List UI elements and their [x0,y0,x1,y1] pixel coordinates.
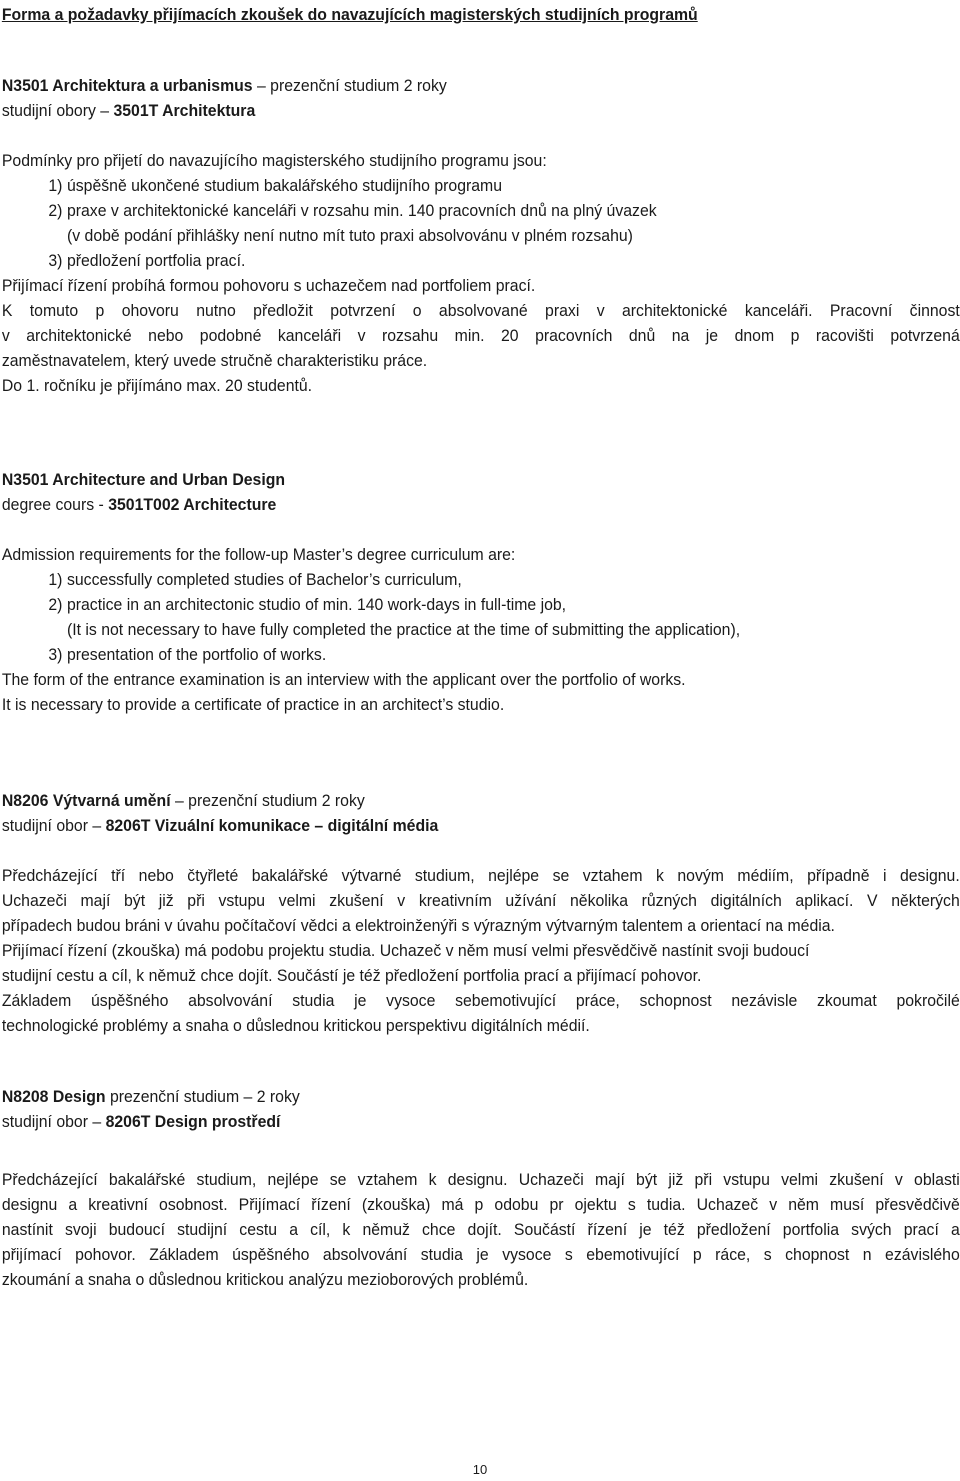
field-prefix: studijní obory – [1,101,114,120]
list-item [2,617,960,642]
list-number: 1) [48,570,63,589]
list-number: 3) [48,645,63,664]
program-heading [2,73,960,98]
page-number: 10 [472,1462,488,1477]
program-mode: prezenční studium – 2 roky [105,1087,300,1106]
field-name: 8206T Design prostředí [105,1112,281,1131]
list-number [2,617,67,642]
paragraph-line: Základem úspěšného absolvování studia je vysoce sebemotivující práce, schopnost nezávisle zkoumat pokročilé [1,991,960,1010]
paragraph: It is necessary to provide a certificate of practice in an architect’s studio. [1,695,505,714]
paragraph-line: přijímací pohovor. Základem úspěšného absolvování studia je vysoce s ebemotivující p ráce, s chopnost n ezávislého [1,1245,960,1264]
list-text: presentation of the portfolio of works. [66,645,327,664]
field-heading [2,98,960,123]
list-item [2,592,960,617]
list-number [2,223,67,248]
program-name: N8208 Design [1,1087,106,1106]
paragraph-line: zaměstnavatelem, který uvede stručně charakteristiku práce. [1,351,428,370]
list-item [2,173,960,198]
list-text: (It is not necessary to have fully completed the practice at the time of submitting the application), [66,620,741,639]
list-item [2,223,960,248]
program-heading: N3501 Architecture and Urban Design [1,470,286,489]
list-number: 2) [48,201,63,220]
field-name: 8206T Vizuální komunikace – digitální média [105,816,439,835]
section-architecture-cz [2,73,960,398]
list-text: úspěšně ukončené studium bakalářského studijního programu [66,176,503,195]
field-heading [2,492,960,517]
paragraph-line: studijní cestu a cíl, k němuž chce dojít. Součástí je též předložení portfolia prací a přijímací pohovor. [1,966,702,985]
list-number: 2) [48,595,63,614]
field-heading [2,813,960,838]
paragraph-line: Uchazeči mají být již při vstupu velmi zkušení v kreativním užívání několika různých digitálních aplikací. V některých [1,891,960,910]
paragraph-line: technologické problémy a snaha o důslednou kritickou perspektivu digitálních médií. [1,1016,590,1035]
paragraph-line: Přijímací řízení (zkouška) má podobu projektu studia. Uchazeč v něm musí velmi přesvědčivě nastínit svoji budoucí [1,941,810,960]
section-architecture-en [2,467,960,717]
program-name: N8206 Výtvarná umění [1,791,171,810]
program-name: N3501 Architektura a urbanismus [1,76,253,95]
list-item [2,248,960,273]
list-item [2,567,960,592]
requirements-intro: Podmínky pro přijetí do navazujícího magisterského studijního programu jsou: [1,151,547,170]
program-heading [2,788,960,813]
field-name: 3501T002 Architecture [108,495,277,514]
field-name: 3501T Architektura [113,101,256,120]
paragraph-line: v architektonické nebo podobné kanceláři v rozsahu min. 20 pracovních dnů na je dnom p racovišti potvrzená [1,326,960,345]
field-prefix: degree cours - [1,495,109,514]
paragraph-line: nastínit svoji budoucí studijní cestu a cíl, k němuž chce dojít. Součástí řízení je též předložení portfolia svých prací a [1,1220,960,1239]
list-text: předložení portfolia prací. [66,251,246,270]
paragraph: Do 1. ročníku je přijímáno max. 20 studentů. [1,376,313,395]
section-design [2,1084,960,1292]
paragraph: Přijímací řízení probíhá formou pohovoru s uchazečem nad portfoliem prací. [1,276,536,295]
paragraph-line: Předcházející bakalářské studium, nejlépe se vztahem k designu. Uchazeči mají být již při vstupu velmi zkušení v oblasti [1,1170,960,1189]
paragraph-line: případech budou bráni v úvahu počítačoví vědci a elektroinženýři s výrazným výtvarným talentem a orientací na média. [1,916,835,935]
paragraph-line: K tomuto p ohovoru nutno předložit potvrzení o absolvované praxi v architektonické kanceláři. Pracovní činnost [1,301,960,320]
list-item [2,642,960,667]
list-item [2,198,960,223]
paragraph-line: zkoumání a snaha o důslednou kritickou analýzu mezioborových problémů. [1,1270,529,1289]
list-text: (v době podání přihlášky není nutno mít tuto praxi absolvovánu v plném rozsahu) [66,226,633,245]
field-prefix: studijní obor – [1,1112,106,1131]
program-mode: – prezenční studium 2 roky [252,76,447,95]
requirements-intro: Admission requirements for the follow-up Master’s degree curriculum are: [1,545,516,564]
field-prefix: studijní obor – [1,816,106,835]
list-number: 3) [48,251,63,270]
field-heading [2,1109,960,1134]
list-text: successfully completed studies of Bachelor’s curriculum, [66,570,462,589]
paragraph-line: Předcházející tří nebo čtyřleté bakalářské výtvarné studium, nejlépe se vztahem k novým médiím, případně i designu. [1,866,960,885]
list-text: praxe v architektonické kanceláři v rozsahu min. 140 pracovních dnů na plný úvazek [66,201,657,220]
paragraph-line: designu a kreativní osobnost. Přijímací řízení (zkouška) má p odobu pr ojektu s tudia. Uchazeč v něm musí přesvědčivě [1,1195,960,1214]
page-title: Forma a požadavky přijímacích zkoušek do navazujících magisterských studijních programů [1,5,698,24]
program-mode: – prezenční studium 2 roky [170,791,365,810]
paragraph: The form of the entrance examination is an interview with the applicant over the portfolio of works. [1,670,686,689]
program-heading [2,1084,960,1109]
list-number: 1) [48,176,63,195]
section-visual-arts [2,788,960,1038]
list-text: practice in an architectonic studio of min. 140 work-days in full-time job, [66,595,567,614]
